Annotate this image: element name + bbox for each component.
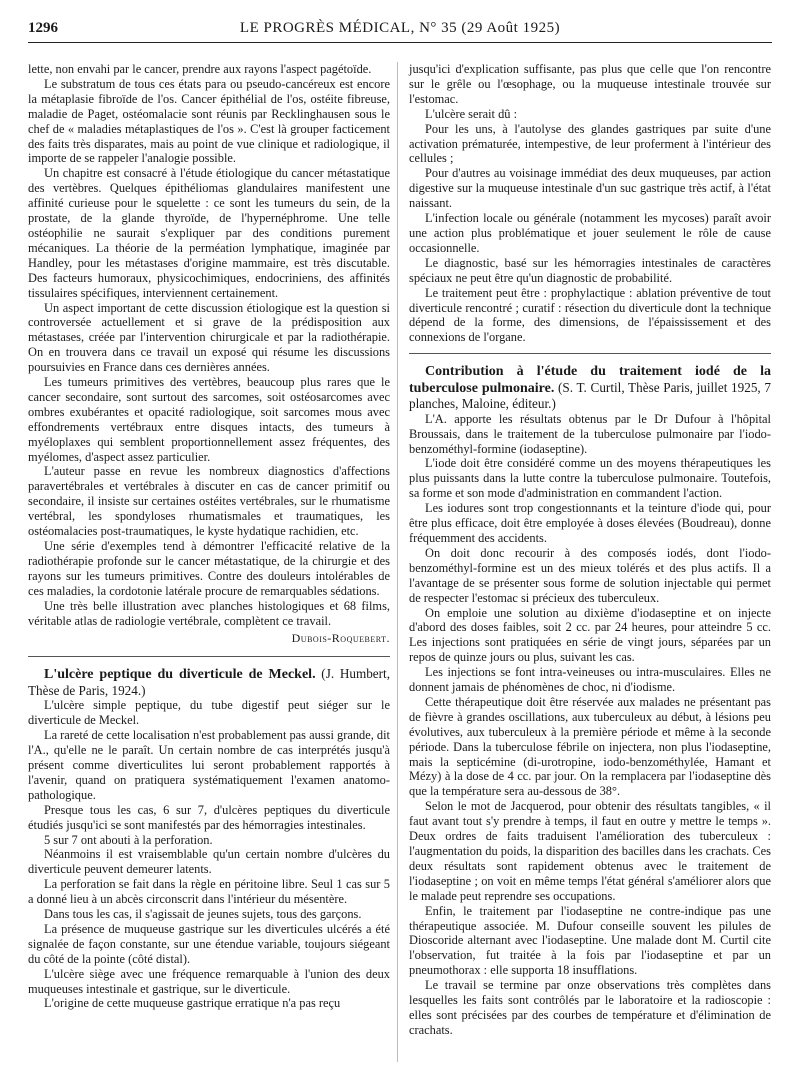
article-title: L'ulcère peptique du diverticule de Meckel. — [44, 667, 316, 683]
paragraph: Les iodures sont trop congestionnants et la teinture d'iode qui, pour être plus efficace, doit être employée à doses élevées (Boudreau), donne fréquemment des accidents. — [409, 501, 771, 545]
paragraph: Une très belle illustration avec planches histologiques et 68 films, véritable atlas de radiologie vertébrale, complètent ce travail. — [28, 598, 390, 628]
paragraph: Un aspect important de cette discussion étiologique est la question si controversée actuellement et si grave de la prédisposition aux métastases, créée par l'intervention chirurgicale et par la radiothérapie. On en trouvera dans ce travail un exposé qui résume les discussions poursuivies en France dans ces dernières années. — [28, 300, 390, 375]
article-heading — [409, 363, 771, 412]
right-column — [409, 62, 771, 1038]
paragraph: L'auteur passe en revue les nombreux diagnostics d'affections paravertébrales et vertébrales à discuter en cas de cancer primitif ou secondaire, il insiste sur certaines ostéites vertébrales, sur le rhumatisme vertébral, les spondyloses rhumatismales et traumatiques, les ostéomalacies post-traumatiques, le kyste hydatique rachidien, etc. — [28, 464, 390, 539]
column-divider — [397, 62, 398, 1062]
paragraph: Enfin, le traitement par l'iodaseptine ne contre-indique pas une thérapeutique associée. M. Dufour conseille souvent les pilules de Dioscoride alternant avec l'iodaseptine. Une malade dont M. Curtil cite l'observation, fut traitée à la fois par l'iodaseptine et par un pneumothorax : elle supporta 18 insufflations. — [409, 903, 771, 978]
paragraph: Le substratum de tous ces états para ou pseudo-cancéreux est encore la métaplasie fibroïde de l'os. Cancer épithélial de l'os, ostéite fibreuse, maladie de Paget, ostéomalacie sont réunis par Recklinghausen sous le chef de « maladies métaplastiques de l'os ». C'est là grouper facticement des faits très disparates, mais au point de vue clinique et radiologique, il importe de se rappeler l'analogie possible. — [28, 76, 390, 166]
author-signature: Dubois-Roquebert. — [291, 631, 390, 646]
paragraph: 5 sur 7 ont abouti à la perforation. — [44, 832, 213, 847]
journal-title: LE PROGRÈS MÉDICAL, N° 35 (29 Août 1925) — [239, 20, 561, 36]
paragraph: Dans tous les cas, il s'agissait de jeunes sujets, tous des garçons. — [44, 907, 362, 922]
article-heading — [28, 666, 390, 698]
paragraph: Le diagnostic, basé sur les hémorragies intestinales de caractères spéciaux ne peut être qu'un diagnostic de probabilité. — [409, 255, 771, 285]
paragraph: L'infection locale ou générale (notamment les mycoses) paraît avoir une action plus problématique et jouer seulement le rôle de cause occasionnelle. — [409, 211, 771, 255]
paragraph: Le travail se termine par onze observations très complètes dans lesquelles les faits sont contrôlés par le laboratoire et la radioscopie : elles sont précisées par des courbes de température et d'élimination de crachats. — [409, 978, 771, 1037]
article-meta: (S. T. Curtil, Thèse Paris, juillet 1925, 7 planches, Maloine, éditeur.) — [409, 379, 771, 412]
paragraph: Une série d'exemples tend à démontrer l'efficacité relative de la radiothérapie profonde sur le cancer métastatique, de la chirurgie et des rayons sur les tumeurs primitives. Contre des douleurs intolérables de ces maladies, la cordotonie latérale procure de remarquables sédations. — [28, 539, 390, 598]
header-rule — [28, 42, 772, 43]
paragraph: Les tumeurs primitives des vertèbres, beaucoup plus rares que le cancer secondaire, sont surtout des sarcomes, soit ostéosarcomes avec ombres exubérantes et opacité radiologique, soit sarcomes mous avec effondrements vertébraux entre disques intacts, des tumeurs à myéloplaxes qui semblent proportionnellement assez fréquentes, des myélomes, d'aspect assez particulier. — [28, 375, 390, 464]
paragraph: Pour d'autres au voisinage immédiat des deux muqueuses, par action digestive sur la muqueuse intestinale d'un suc gastrique très actif, à l'état naissant. — [409, 166, 771, 211]
paragraph: Pour les uns, à l'autolyse des glandes gastriques par suite d'une activation prématurée, intempestive, de leur proferment à l'intérieur des cellules ; — [409, 121, 771, 166]
paragraph: Un chapitre est consacré à l'étude étiologique du cancer métastatique des vertèbres. Quelques épithéliomas glandulaires manifestent une affinité curieuse pour le squelette : ce sont les tumeurs du sein, de la prostate, de la glande thyroïde, de l'hypernéphrome. Une telle ostéophilie ne saurait s'expliquer par des conditions purement mécaniques. La théorie de la perméation lymphatique, imaginée par Handley, pour les métastases d'origine mammaire, est très discutable. Des facteurs humoraux, physicochimiques, endocriniens, des affinités tissulaires spécifiques, interviennent certainement. — [28, 166, 390, 300]
page-header — [28, 16, 772, 46]
paragraph: On emploie une solution au dixième d'iodaseptine et on injecte d'abord des doses faibles, soit 2 cc. par 24 heures, pour atteindre 5 cc. Les injections sont pratiquées en série de vingt jours, séparées par un repos de quinze jours ou plus, suivant les cas. — [409, 605, 771, 665]
paragraph: L'ulcère siège avec une fréquence remarquable à l'union des deux muqueuses intestinale et gastrique, sur le diverticule. — [28, 966, 390, 996]
paragraph: L'ulcère serait dû : — [425, 106, 518, 121]
paragraph: L'ulcère simple peptique, du tube digestif peut siéger sur le diverticule de Meckel. — [28, 698, 390, 728]
paragraph: La rareté de cette localisation n'est probablement pas aussi grande, dit l'A., qu'elle ne le paraît. Un certain nombre de cas interprétés jusqu'à présent comme diverticulites lui seront probablement rapportés à l'avenir, quand on pratiquera systématiquement l'examen anatomo-pathologique. — [28, 728, 390, 802]
article-title: Contribution à l'étude du traitement iodé de la tuberculose pulmonaire. — [409, 364, 771, 396]
paragraph: On doit donc recourir à des composés iodés, dont l'iodo-benzométhyl-formine est un des mieux tolérés et des plus actifs. Il a l'avantage de se présenter sous forme de solution injectable qui permet de respecter l'estomac si précieux des tuberculeux. — [409, 545, 771, 605]
paragraph: La perforation se fait dans la règle en péritoine libre. Seul 1 cas sur 5 a donné lieu à un abcès circonscrit dans l'intérieur du mésentère. — [28, 877, 390, 907]
paragraph: jusqu'ici d'explication suffisante, pas plus que celle que l'on rencontre sur le grêle ou l'œsophage, ou la muqueuse intestinale trouvée sur l'estomac. — [409, 62, 771, 106]
paragraph: Néanmoins il est vraisemblable qu'un certain nombre d'ulcères du diverticule peuvent demeurer latents. — [28, 847, 390, 877]
paragraph: L'origine de cette muqueuse gastrique erratique n'a pas reçu — [44, 996, 341, 1011]
section-separator — [409, 353, 771, 354]
paragraph: La présence de muqueuse gastrique sur les diverticules ulcérés a été signalée de façon constante, sur une étendue variable, toujours siégeant du côté de la pointe (côté distal). — [28, 921, 390, 966]
paragraph: Presque tous les cas, 6 sur 7, d'ulcères peptiques du diverticule étudiés jusqu'ici se sont manifestés par des hémorragies intestinales. — [28, 802, 390, 832]
paragraph: Selon le mot de Jacquerod, pour obtenir des résultats tangibles, « il faut avant tout s'y prendre à temps, il faut en outre y mettre le temps ». Deux ordres de faits traduisent l'amélioration des tuberculeux : l'augmentation du poids, la disparition des bacilles dans les crachats. Ces deux résultats sont rapidement obtenus avec le traitement de l'iodaseptine ; on voit en même temps l'état général s'améliorer alors que le malade peut reprendre ses occupations. — [409, 799, 771, 903]
paragraph: lette, non envahi par le cancer, prendre aux rayons l'aspect pagétoïde. — [28, 62, 372, 76]
paragraph: Cette thérapeutique doit être réservée aux malades ne présentant pas de fièvre à grandes oscillations, aux tuberculeux au début, à lésions peu évolutives, aux tuberculeux à la première période et même à la seconde période. Dans la tuberculose fébrile on injectera, non plus l'iodaseptine, mais la septicémine (di-urotropine, iodo-benzométhylée, Hamant et Mézy) à la dose de 4 cc. par jour. On la remplacera par l'iodaseptine dès que la température sera au-dessous de 38°. — [409, 694, 771, 799]
article-meta: (J. Humbert, Thèse de Paris, 1924.) — [28, 666, 391, 698]
left-column — [28, 62, 390, 1011]
paragraph: Les injections se font intra-veineuses ou intra-musculaires. Elles ne donnent jamais de phénomènes de choc, ni d'iodisme. — [409, 665, 771, 695]
page-number: 1296 — [28, 20, 58, 36]
section-separator — [28, 656, 390, 657]
paragraph: L'A. apporte les résultats obtenus par le Dr Dufour à l'hôpital Broussais, dans le traitement de la tuberculose pulmonaire par l'iodo-benzométhyl-formine (iodaseptine). — [409, 411, 771, 456]
paragraph: L'iode doit être considéré comme un des moyens thérapeutiques les plus puissants dans la lutte contre la tuberculose pulmonaire. Toutefois, sa forme et son mode d'administration en commandent l'action. — [409, 456, 771, 501]
paragraph: Le traitement peut être : prophylactique : ablation préventive de tout diverticule rencontré ; curatif : résection du diverticule dont la technique dépend de la forme, des dimensions, de l'épaississement et des connexions de l'organe. — [409, 285, 771, 345]
